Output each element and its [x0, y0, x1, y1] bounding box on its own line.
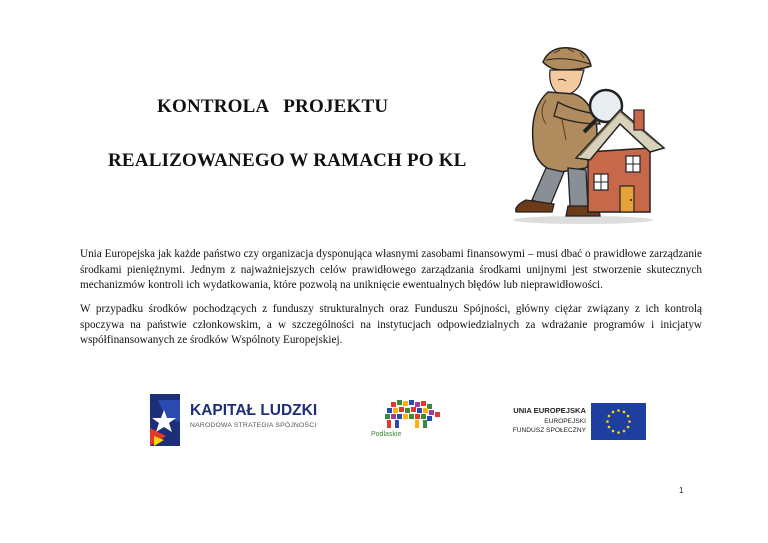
eu-star: [628, 420, 631, 423]
page-number: 1: [679, 486, 684, 495]
eu-social-fund-logo: [498, 402, 648, 444]
kapital-ludzki-name: KAPITAŁ LUDZKI: [190, 402, 318, 419]
title-line-2: REALIZOWANEGO W RAMACH PO KL: [108, 150, 467, 171]
eu-star: [608, 426, 611, 429]
eu-star: [627, 415, 630, 418]
eu-star: [617, 409, 620, 412]
podlaskie-logo: [371, 398, 451, 452]
podlaskie-label: Podlaskie: [371, 431, 402, 438]
kapital-ludzki-logo: [146, 392, 321, 450]
eu-star: [617, 431, 620, 434]
kapital-ludzki-subtitle: NARODOWA STRATEGIA SPÓJNOŚCI: [190, 422, 317, 429]
kapital-ludzki-star-icon: [146, 392, 186, 450]
paragraph-1: Unia Europejska jak każde państwo czy organizacja dysponująca własnymi zasobami finansowymi – musi dbać o prawidłowe zarządzanie środkami pieniężnymi. Jednym z najważniejszych celów prawidłowego zarządzania środkami unijnymi jest stworzenie skutecznych mechanizmów kontroli ich wydatkowania, które pozwolą na uniknięcie ewentualnych błędów lub nieprawidłowości.: [80, 248, 702, 291]
eu-star: [612, 411, 615, 414]
eu-flag-icon: [591, 403, 646, 440]
eu-star: [623, 430, 626, 433]
eu-star: [623, 411, 626, 414]
detective-with-magnifier-and-house-icon: [488, 40, 673, 225]
eu-label-line3: FUNDUSZ SPOŁECZNY: [512, 427, 586, 434]
eu-label-line1: UNIA EUROPEJSKA: [513, 406, 586, 415]
eu-label-line2: EUROPEJSKI: [544, 418, 586, 425]
eu-star: [606, 420, 609, 423]
title-line-1: KONTROLA PROJEKTU: [157, 96, 389, 117]
eu-star: [612, 430, 615, 433]
eu-star: [627, 426, 630, 429]
eu-star: [608, 415, 611, 418]
paragraph-2: W przypadku środków pochodzących z funduszy strukturalnych oraz Funduszu Spójności, główny ciężar związany z ich kontrolą spoczywa na państwie członkowskim, a w szczególności na instytucjach odpowiedzialnych za wdrażanie programów i inicjatyw współfinansowanych ze środków Wspólnoty Europejskiej.: [80, 303, 702, 346]
